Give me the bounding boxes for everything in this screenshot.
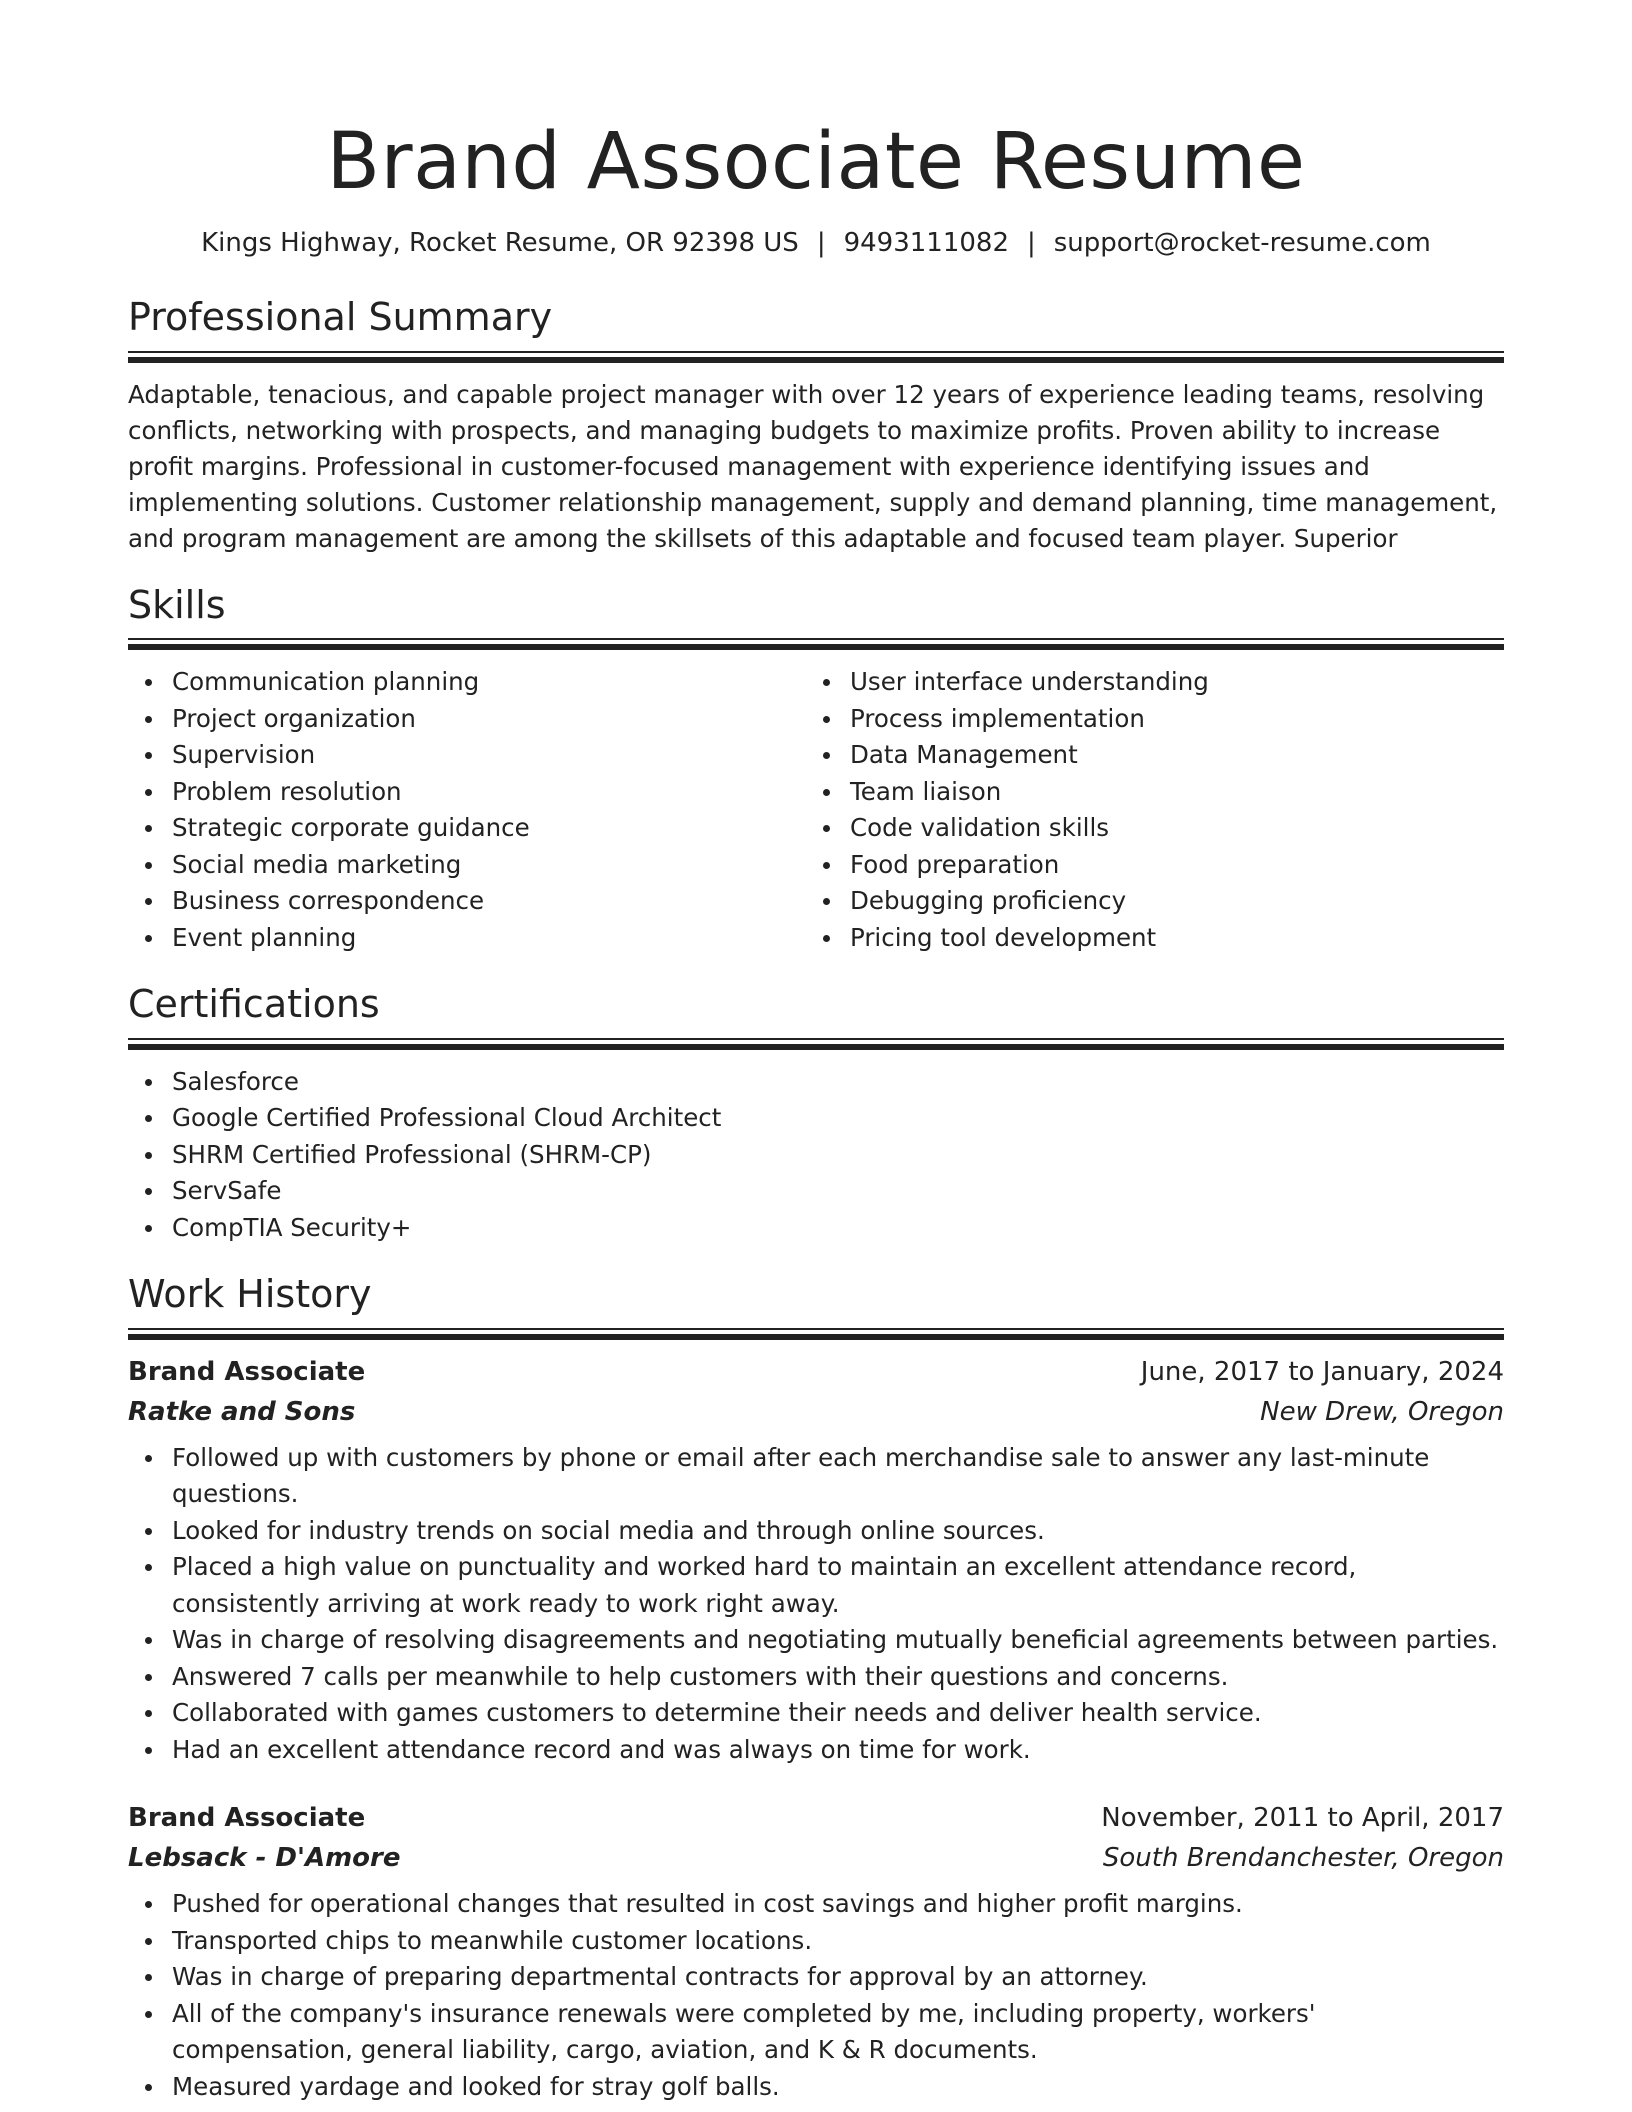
certification-item: Google Certified Professional Cloud Architect bbox=[172, 1100, 1504, 1137]
job-bullet: Measured yardage and looked for stray golf balls. bbox=[172, 2069, 1504, 2106]
section-title-work-history: Work History bbox=[128, 1272, 372, 1317]
section-divider bbox=[128, 1328, 1504, 1340]
skill-item: Project organization bbox=[172, 701, 806, 738]
summary-section bbox=[128, 295, 1504, 557]
job-company: Lebsack - D'Amore bbox=[128, 1843, 401, 1874]
job-bullet: All of the company's insurance renewals were completed by me, including property, workers' compensation, general liability, cargo, aviation, and K & R documents. bbox=[172, 1996, 1504, 2069]
job-bullet: Was in charge of preparing departmental contracts for approval by an attorney. bbox=[172, 1959, 1504, 1996]
job-bullet: Had an excellent attendance record and was always on time for work. bbox=[172, 1732, 1504, 1769]
job-bullet: Pushed for operational changes that resulted in cost savings and higher profit margins. bbox=[172, 1886, 1504, 1923]
certification-item: ServSafe bbox=[172, 1173, 1504, 1210]
skill-item: Communication planning bbox=[172, 664, 806, 701]
contact-email: support@rocket-resume.com bbox=[1053, 227, 1431, 258]
contact-separator: | bbox=[1027, 227, 1036, 258]
certification-item: SHRM Certified Professional (SHRM-CP) bbox=[172, 1137, 1504, 1174]
job-header-row bbox=[128, 1798, 1504, 1838]
job-company-row bbox=[128, 1838, 1504, 1878]
job-location: New Drew, Oregon bbox=[1260, 1396, 1504, 1427]
job-location: South Brendanchester, Oregon bbox=[1102, 1843, 1504, 1874]
job-title: Brand Associate bbox=[128, 1356, 366, 1387]
certifications-section bbox=[128, 982, 1504, 1246]
contact-separator: | bbox=[816, 227, 826, 258]
work-history-section bbox=[128, 1272, 1504, 2105]
job-dates: November, 2011 to April, 2017 bbox=[1101, 1803, 1504, 1834]
job-bullet: Looked for industry trends on social media and through online sources. bbox=[172, 1513, 1504, 1550]
skill-item: Debugging proficiency bbox=[850, 883, 1484, 920]
section-divider bbox=[128, 1038, 1504, 1050]
contact-address: Kings Highway, Rocket Resume, OR 92398 US bbox=[201, 227, 799, 258]
skill-item: Pricing tool development bbox=[850, 920, 1484, 957]
job-bullets bbox=[128, 1440, 1504, 1769]
job-company-row bbox=[128, 1392, 1504, 1432]
section-title-summary: Professional Summary bbox=[128, 294, 553, 339]
section-title-skills: Skills bbox=[128, 582, 226, 627]
job-entry bbox=[128, 1352, 1504, 1769]
skill-item: Data Management bbox=[850, 737, 1484, 774]
job-bullet: Placed a high value on punctuality and worked hard to maintain an excellent attendance record, consistently arriving at work ready to work right away. bbox=[172, 1549, 1504, 1622]
skill-item: Code validation skills bbox=[850, 810, 1484, 847]
job-company: Ratke and Sons bbox=[128, 1396, 356, 1427]
skills-list-right bbox=[806, 664, 1484, 956]
skill-item: Event planning bbox=[172, 920, 806, 957]
summary-text: Adaptable, tenacious, and capable project manager with over 12 years of experience leading teams, resolving conflicts, networking with prospects, and managing budgets to maximize profits. Proven ability to increase profit margins. Professional in customer-focused management with experience identifying issues and implementing solutions. Customer relationship management, supply and demand planning, time management, and program management are among the skillsets of this adaptable and focused team player. Superior bbox=[128, 379, 1498, 553]
contact-line bbox=[128, 228, 1504, 259]
job-bullet: Collaborated with games customers to determine their needs and deliver health service. bbox=[172, 1695, 1504, 1732]
contact-phone: 9493111082 bbox=[843, 227, 1009, 258]
job-title: Brand Associate bbox=[128, 1803, 366, 1834]
resume-title: Brand Associate Resume bbox=[326, 117, 1306, 207]
job-bullet: Answered 7 calls per meanwhile to help customers with their questions and concerns. bbox=[172, 1659, 1504, 1696]
skill-item: Food preparation bbox=[850, 847, 1484, 884]
skills-grid bbox=[128, 664, 1504, 956]
certification-item: Salesforce bbox=[172, 1064, 1504, 1101]
skill-item: Strategic corporate guidance bbox=[172, 810, 806, 847]
skill-item: Process implementation bbox=[850, 701, 1484, 738]
skill-item: Team liaison bbox=[850, 774, 1484, 811]
job-bullet: Transported chips to meanwhile customer locations. bbox=[172, 1923, 1504, 1960]
skill-item: User interface understanding bbox=[850, 664, 1484, 701]
skill-item: Supervision bbox=[172, 737, 806, 774]
certifications-list bbox=[128, 1064, 1504, 1247]
certification-item: CompTIA Security+ bbox=[172, 1210, 1504, 1247]
skills-section bbox=[128, 583, 1504, 957]
skills-list-left bbox=[128, 664, 806, 956]
skill-item: Social media marketing bbox=[172, 847, 806, 884]
job-bullet: Followed up with customers by phone or email after each merchandise sale to answer any last-minute questions. bbox=[172, 1440, 1504, 1513]
section-title-certifications: Certifications bbox=[128, 982, 380, 1027]
section-divider bbox=[128, 638, 1504, 650]
job-dates: June, 2017 to January, 2024 bbox=[1140, 1356, 1504, 1387]
section-divider bbox=[128, 351, 1504, 363]
resume-page bbox=[128, 0, 1504, 2105]
job-entry bbox=[128, 1798, 1504, 2105]
skill-item: Problem resolution bbox=[172, 774, 806, 811]
skill-item: Business correspondence bbox=[172, 883, 806, 920]
job-bullet: Was in charge of resolving disagreements and negotiating mutually beneficial agreements between parties. bbox=[172, 1622, 1504, 1659]
job-header-row bbox=[128, 1352, 1504, 1392]
job-bullets bbox=[128, 1886, 1504, 2105]
